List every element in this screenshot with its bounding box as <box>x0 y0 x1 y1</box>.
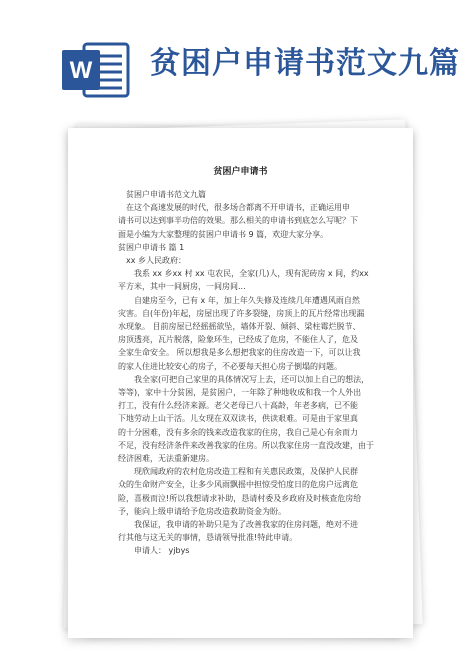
logo-letter: W <box>69 57 93 84</box>
document-line: 等等)，家中十分贫困，是贫困户，一年除了种地收成和我一个人外出 <box>118 388 362 398</box>
document-line: 现欣闻政府的农村危房改造工程和有关惠民政策，及保护人民群 <box>134 467 358 477</box>
document-line: 众的生命财产安全，让多少风雨飘摇中担惊受怕度日的危房户远离危 <box>118 480 358 490</box>
document-line: 全家生命安全。 所以想我是多么想把我家的住房改造一下，可以让我 <box>118 348 361 358</box>
document-line: 的家人住进比较安心的房子，不必要每天担心房子倒塌的问题。 <box>118 361 342 371</box>
document-line: 的十分困难，没有多余的钱来改造我家的住房，我自己是心有余而力 <box>118 427 358 437</box>
document-line: 贫困户申请书范文九篇 <box>126 190 206 199</box>
document-line: 我全家(可把自己家里的具体情况写上去，还可以加上自己的想法， <box>134 374 370 384</box>
document-line: 予，能向上级申请给予危房改造救助资金为盼。 <box>118 506 286 516</box>
document-body <box>118 188 374 558</box>
document-line: 请书可以达到事半功倍的效果。那么相关的申请书到底怎么写呢？下 <box>118 216 358 226</box>
document-line: 申请人： yjbys <box>134 546 190 556</box>
document-line: 不足，没有经济条件来改善我家的住房。所以我家住房一直没改建，由于 <box>118 440 374 450</box>
document-line: 在这个高速发展的时代，很多场合都离不开申请书，正确运用申 <box>126 203 350 213</box>
document-line: 经济困难，无法重新建房。 <box>118 454 214 464</box>
document-line: 行其他与这无关的事情，恳请领导批准!特此申请。 <box>118 533 298 543</box>
document-line: 我保证，我申请的补助只是为了改善我家的住房问题，绝对不进 <box>134 520 358 530</box>
document-line: 我系 xx 乡xx 村 xx 屯农民，全家(几)人，现有泥砖房 x 间，约xx <box>134 269 369 279</box>
page-title: 贫困户申请书范文九篇 <box>150 46 460 81</box>
word-document-icon <box>62 40 132 100</box>
document-line: 险，喜极而泣!所以我想请求补助，恳请村委及乡政府及时核查危房给 <box>118 493 362 503</box>
document-line: 贫困户申请书 篇 1 <box>118 242 185 252</box>
document-line: 灾害。自(年份)年起，房屋出现了许多裂缝，房顶上的瓦片经常出现漏 <box>118 308 365 318</box>
document-line: 自建房至今，已有 x 年，加上年久失修及连续几年遭遇风雨自然 <box>134 295 360 305</box>
document-line: xx 乡人民政府： <box>126 256 187 266</box>
page-header <box>0 0 474 120</box>
document-line: 水现象。 目前房屋已经摇摇欲坠，墙体开裂、倾斜、梁柱霉烂脱节、 <box>118 322 361 332</box>
document-line: 面是小编为大家整理的贫困户申请书 9 篇，欢迎大家分享。 <box>118 229 329 239</box>
document-page <box>68 128 413 638</box>
document-line: 平方米，其中一间厨房，一间房间... <box>118 282 246 292</box>
document-title: 贫困户申请书 <box>213 167 268 177</box>
document-line: 房顶透亮，瓦片脱落，险象环生，已经成了危房，不能住人了，危及 <box>118 335 358 345</box>
document-line: 打工，没有什么经济来源。老父老母已八十高龄，年老多病，已不能 <box>118 401 358 411</box>
document-line: 下地劳动上山干活。儿女现在双双读书，供读艰难。可是由于家里真 <box>118 414 358 424</box>
